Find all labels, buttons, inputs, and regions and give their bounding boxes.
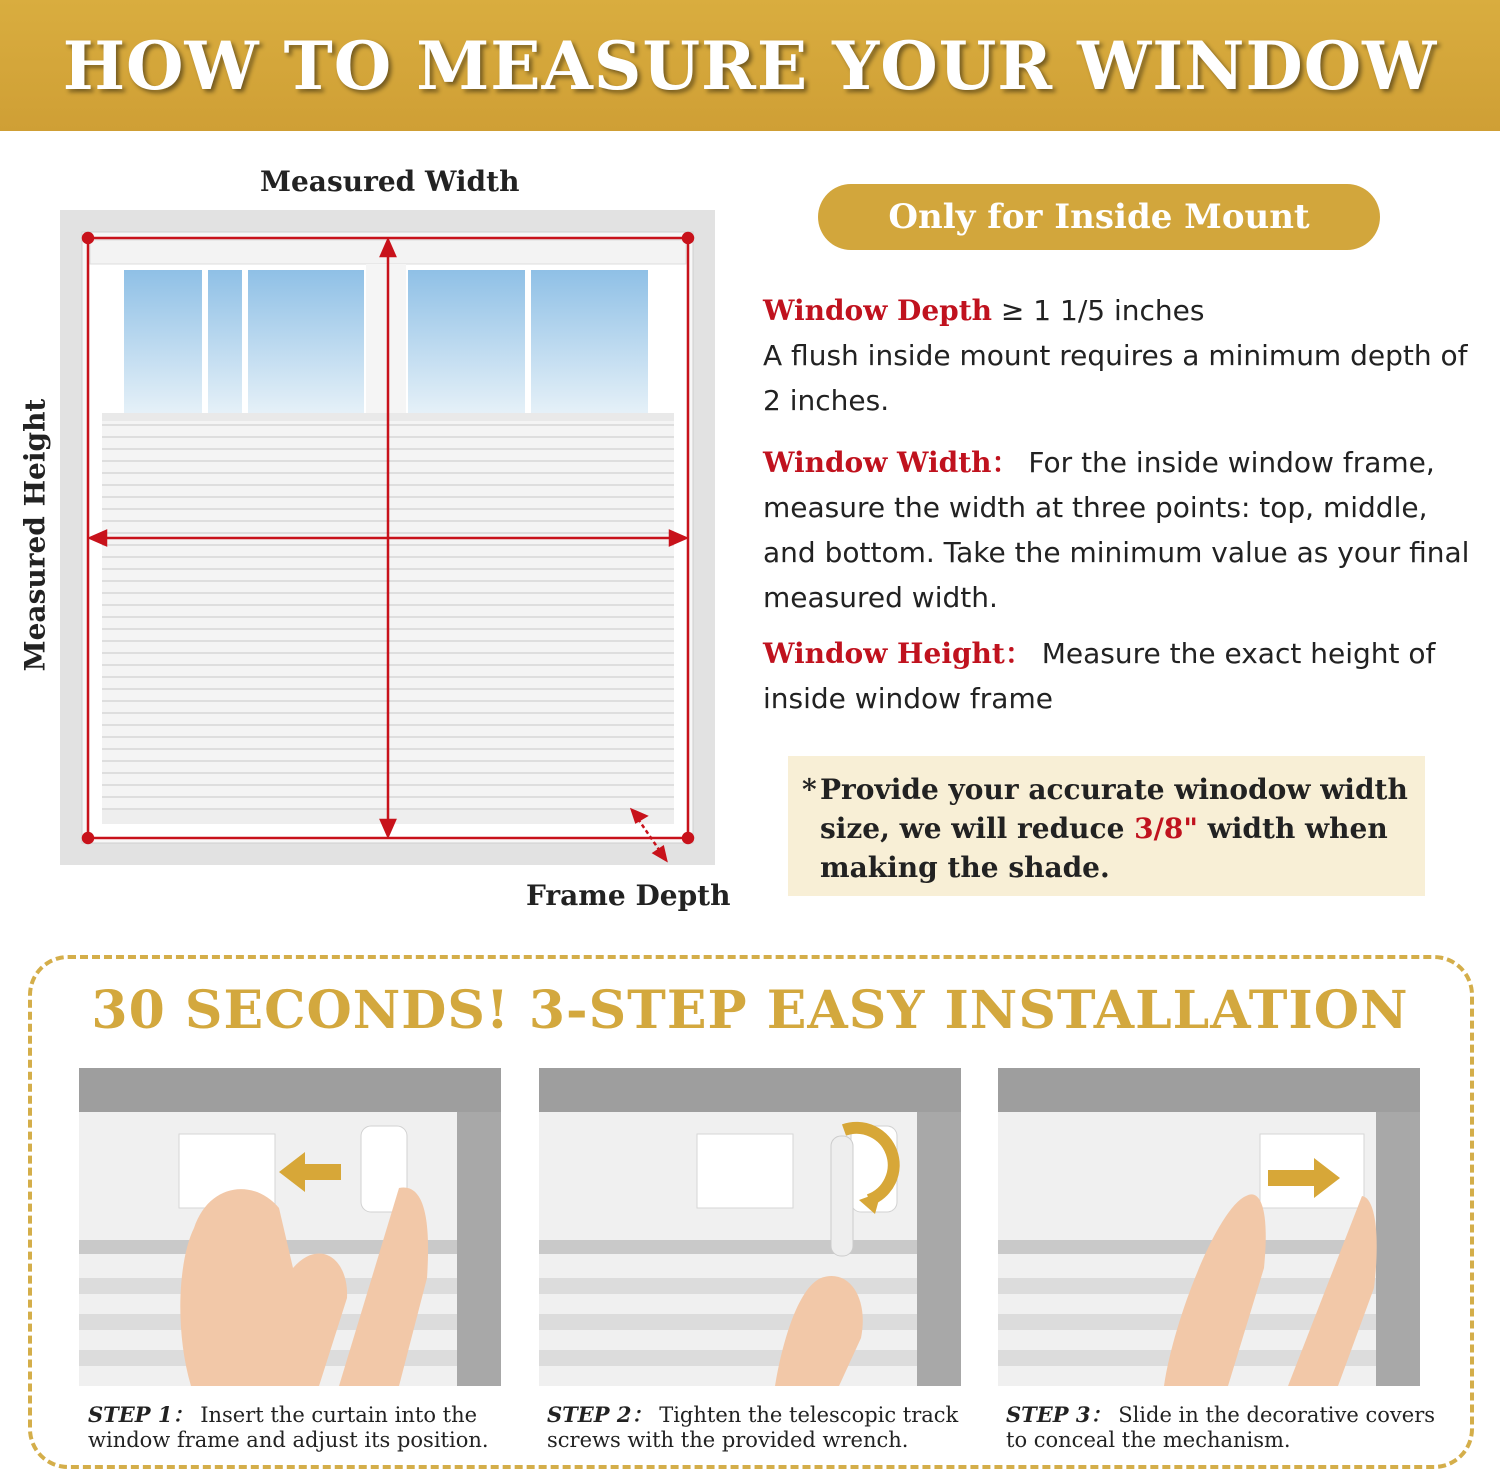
- right-mullion: [525, 270, 531, 415]
- window-measure-diagram: [60, 210, 715, 865]
- center-frame: [366, 264, 406, 416]
- step-2-image: [539, 1068, 961, 1386]
- left-mullion-2: [242, 270, 248, 415]
- left-mullion: [202, 270, 208, 415]
- page-title: HOW TO MEASURE YOUR WINDOW: [62, 26, 1438, 105]
- step-2-bracket: [697, 1134, 793, 1208]
- window-height-term: Window Height：: [763, 637, 1033, 670]
- note-part-1: Provide your accurate winodow width size, we will reduce: [820, 773, 1408, 845]
- step-2-text: Tighten the telescopic track screws with the provided wrench.: [547, 1403, 959, 1452]
- window-width-term: Window Width：: [763, 446, 1020, 479]
- note-asterisk: *: [802, 773, 817, 806]
- step-3-label: STEP 3：: [1006, 1402, 1112, 1427]
- step-1-text: Insert the curtain into the window frame and adjust its position.: [88, 1403, 489, 1452]
- window-height-text: Measure the exact height of inside window frame: [763, 637, 1436, 715]
- header-banner: [0, 0, 1500, 131]
- step-1-image: [79, 1068, 501, 1386]
- window-width-text: For the inside window frame, measure the width at three points: top, middle, and bottom. Take the minimum value as your final measured width.: [763, 446, 1470, 614]
- step-2-label: STEP 2：: [547, 1402, 653, 1427]
- window-height-spec: [763, 631, 1473, 721]
- measured-width-label: Measured Width: [260, 165, 520, 198]
- window-depth-term: Window Depth: [763, 294, 993, 327]
- note-highlight: 3/8": [1134, 812, 1198, 845]
- step-3-image: [998, 1068, 1420, 1386]
- inside-mount-badge: Only for Inside Mount: [818, 184, 1380, 250]
- step-3-text: Slide in the decorative covers to conceal the mechanism.: [1006, 1403, 1436, 1452]
- width-reduction-note: [788, 756, 1425, 896]
- note-part-2: width when making the shade.: [820, 812, 1388, 884]
- step-1-caption: [88, 1402, 528, 1453]
- window-depth-text: ≥ 1 1/5 inches A flush inside mount requires a minimum depth of 2 inches.: [763, 294, 1468, 417]
- step-2-wrench-icon: [831, 1136, 853, 1256]
- measured-height-label: Measured Height: [18, 398, 52, 672]
- step-2-caption: [547, 1402, 987, 1453]
- step-3-caption: [1006, 1402, 1446, 1453]
- note-text: [820, 770, 1415, 887]
- frame-depth-label: Frame Depth: [526, 879, 731, 912]
- window-width-spec: [763, 440, 1473, 620]
- window-depth-spec: [763, 288, 1473, 423]
- step-1-label: STEP 1：: [88, 1402, 194, 1427]
- installation-title: 30 SECONDS! 3-STEP EASY INSTALLATION: [91, 980, 1409, 1041]
